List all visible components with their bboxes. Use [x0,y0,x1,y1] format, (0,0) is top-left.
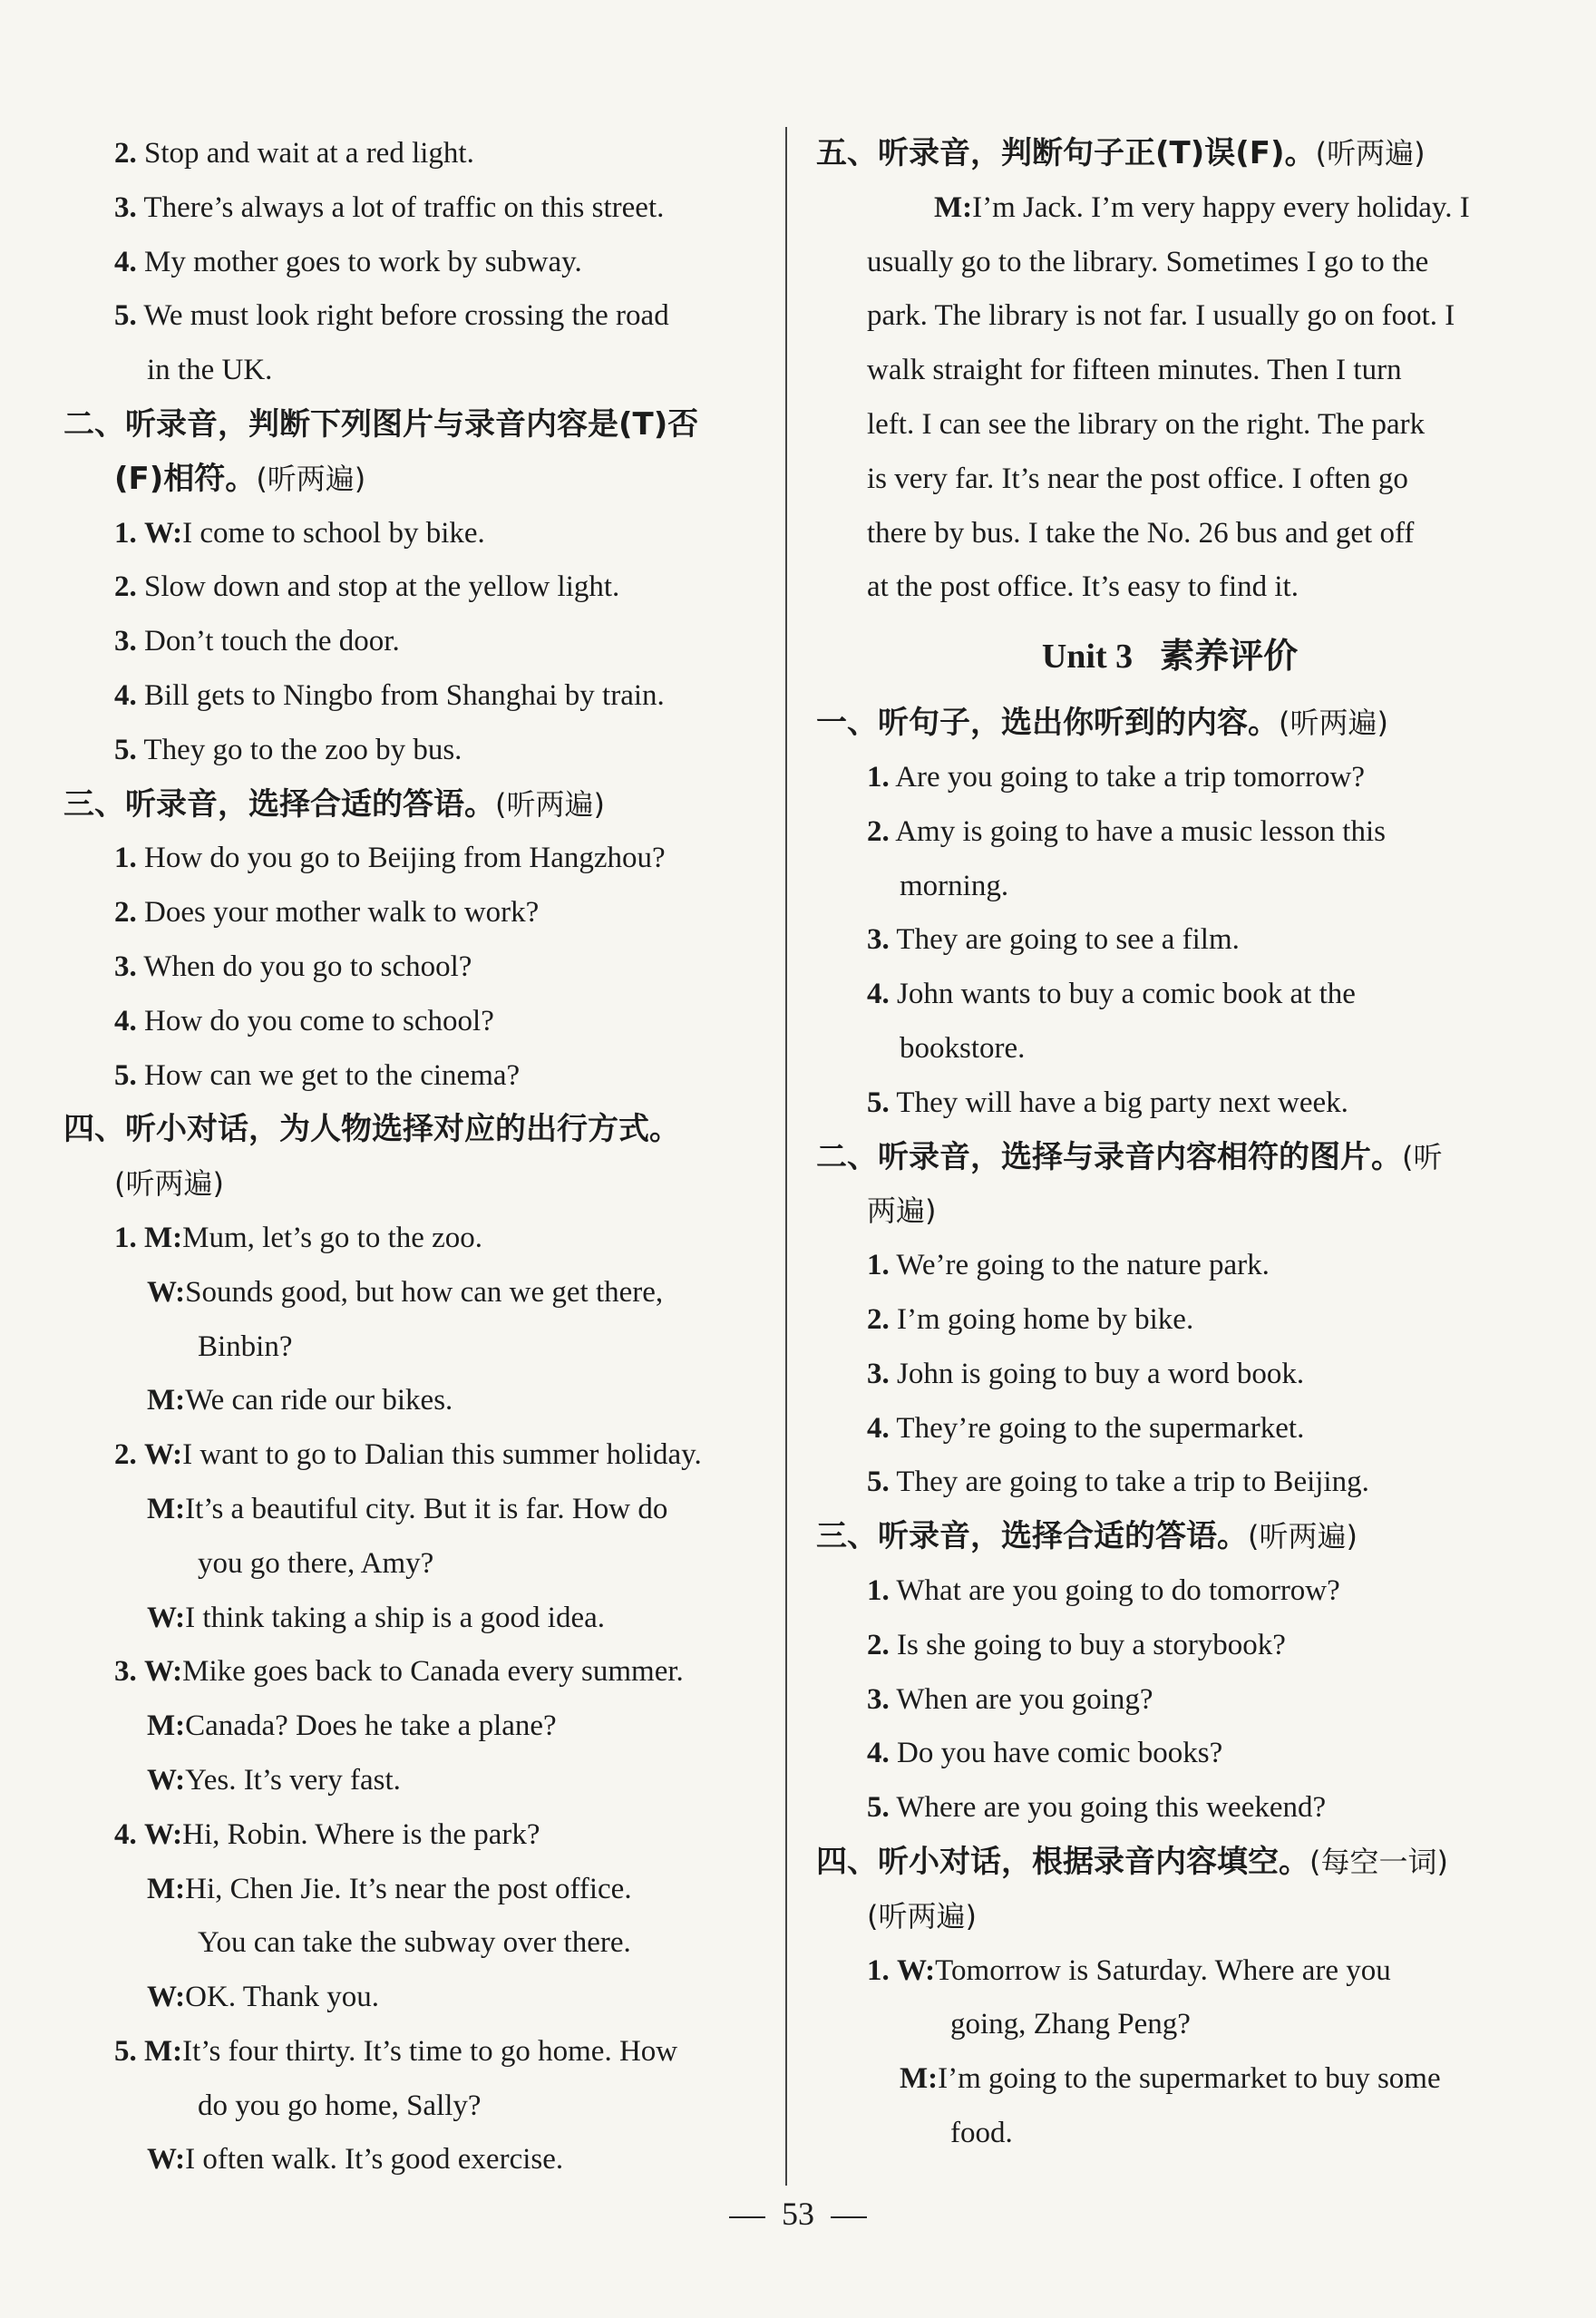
list-item-continuation: morning. [900,869,1009,902]
section-heading: 四、听小对话，为人物选择对应的出行方式。 [63,1111,680,1148]
list-item: 5. Where are you going this weekend? [867,1791,1327,1825]
list-item: 2. I’m going home by bike. [867,1302,1194,1336]
list-item: 5. They will have a big party next week. [867,1086,1348,1119]
passage-line: there by bus. I take the No. 26 bus and get off [867,516,1415,550]
section-heading: 二、听录音，选择与录音内容相符的图片。(听 [816,1138,1443,1175]
section-heading: 二、听录音，判断下列图片与录音内容是(T)否 [63,405,699,443]
list-item-continuation: bookstore. [900,1031,1026,1065]
list-item: 4. John wants to buy a comic book at the [867,978,1356,1011]
dialogue-line: M:It’s a beautiful city. But it is far. How do [147,1492,668,1525]
list-item: 1. We’re going to the nature park. [867,1249,1270,1282]
list-item: 1. W:I come to school by bike. [114,516,485,550]
section-note: (听两遍) [867,1898,977,1933]
list-item: 4. Do you have comic books? [867,1737,1223,1770]
section-heading: 四、听小对话，根据录音内容填空。(每空一词) [816,1843,1448,1880]
dialogue-line: M:We can ride our bikes. [147,1384,453,1417]
list-item: 2. Stop and wait at a red light. [114,137,474,170]
section-heading: 三、听录音，选择合适的答语。(听两遍) [816,1518,1358,1555]
list-item-continuation: in the UK. [147,354,273,387]
passage-line: M:I’m Jack. I’m very happy every holiday. I [934,190,1470,224]
list-item: 1. How do you go to Beijing from Hangzhou? [114,842,666,875]
dialogue-line: W:OK. Thank you. [147,1981,380,2014]
passage-line: walk straight for fifteen minutes. Then I turn [867,354,1402,387]
section-heading: 三、听录音，选择合适的答语。(听两遍) [63,785,605,823]
section-heading: 五、听录音，判断句子正(T)误(F)。(听两遍) [816,135,1426,171]
list-item: 1. What are you going to do tomorrow? [867,1573,1340,1607]
dialogue-line: food. [950,2116,1013,2149]
dialogue-line: W:Sounds good, but how can we get there, [147,1275,664,1309]
passage-line: usually go to the library. Sometimes I go to the [867,245,1429,278]
section-note: 两遍) [867,1193,937,1229]
list-item: 2. Amy is going to have a music lesson this [867,814,1386,848]
dialogue-line: 2. W:I want to go to Dalian this summer holiday. [114,1438,702,1472]
dialogue-line: going, Zhang Peng? [950,2008,1191,2041]
dialogue-line: 1. M:Mum, let’s go to the zoo. [114,1221,483,1254]
dialogue-line: W:I often walk. It’s good exercise. [147,2143,564,2177]
section-note: (听两遍) [114,1166,224,1202]
list-item: 2. Is she going to buy a storybook? [867,1628,1286,1661]
passage-line: park. The library is not far. I usually go on foot. I [867,299,1455,333]
dialogue-line: 5. M:It’s four thirty. It’s time to go home. How [114,2034,678,2068]
dialogue-line: 4. W:Hi, Robin. Where is the park? [114,1817,540,1851]
list-item: 3. There’s always a lot of traffic on this street. [114,190,665,224]
list-item: 5. They go to the zoo by bus. [114,733,462,766]
dialogue-line: Binbin? [198,1329,293,1363]
dialogue-line: W:Yes. It’s very fast. [147,1763,401,1797]
dialogue-line: M:I’m going to the supermarket to buy some [900,2062,1441,2096]
list-item: 2. Does your mother walk to work? [114,896,540,930]
left-column [63,127,771,2187]
list-item: 1. Are you going to take a trip tomorrow? [867,760,1365,794]
dialogue-line: 3. W:Mike goes back to Canada every summer. [114,1655,684,1689]
dialogue-line: M:Hi, Chen Jie. It’s near the post office. [147,1872,632,1905]
passage-line: at the post office. It’s easy to find it. [867,570,1299,604]
list-item: 5. How can we get to the cinema? [114,1058,521,1092]
section-heading: 一、听句子，选出你听到的内容。(听两遍) [816,705,1388,742]
dialogue-line: 1. W:Tomorrow is Saturday. Where are you [867,1953,1391,1987]
column-divider [785,127,787,2186]
list-item: 4. Bill gets to Ningbo from Shanghai by train. [114,678,665,712]
list-item: 3. When are you going? [867,1682,1153,1716]
dialogue-line: W:I think taking a ship is a good idea. [147,1601,606,1634]
unit-title: Unit 3 素养评价 [1041,636,1299,677]
list-item: 5. We must look right before crossing the road [114,299,669,333]
dialogue-line: do you go home, Sally? [198,2089,482,2122]
list-item: 3. They are going to see a film. [867,923,1240,957]
right-column [816,127,1523,2161]
list-item: 4. How do you come to school? [114,1004,494,1037]
list-item: 3. When do you go to school? [114,950,472,983]
passage-line: is very far. It’s near the post office. I often go [867,462,1408,495]
list-item: 2. Slow down and stop at the yellow light. [114,570,620,604]
passage-line: left. I can see the library on the right. The park [867,407,1426,441]
dialogue-line: M:Canada? Does he take a plane? [147,1709,557,1743]
list-item: 5. They are going to take a trip to Beijing. [867,1466,1369,1499]
dialogue-line: You can take the subway over there. [198,1926,631,1960]
section-heading-cont: (F)相符。(听两遍) [114,460,366,497]
dialogue-line: you go there, Amy? [198,1546,434,1580]
page-number: 53 [0,2195,1596,2233]
list-item: 3. Don’t touch the door. [114,625,400,658]
list-item: 4. My mother goes to work by subway. [114,245,582,278]
list-item: 4. They’re going to the supermarket. [867,1411,1305,1445]
list-item: 3. John is going to buy a word book. [867,1357,1305,1390]
